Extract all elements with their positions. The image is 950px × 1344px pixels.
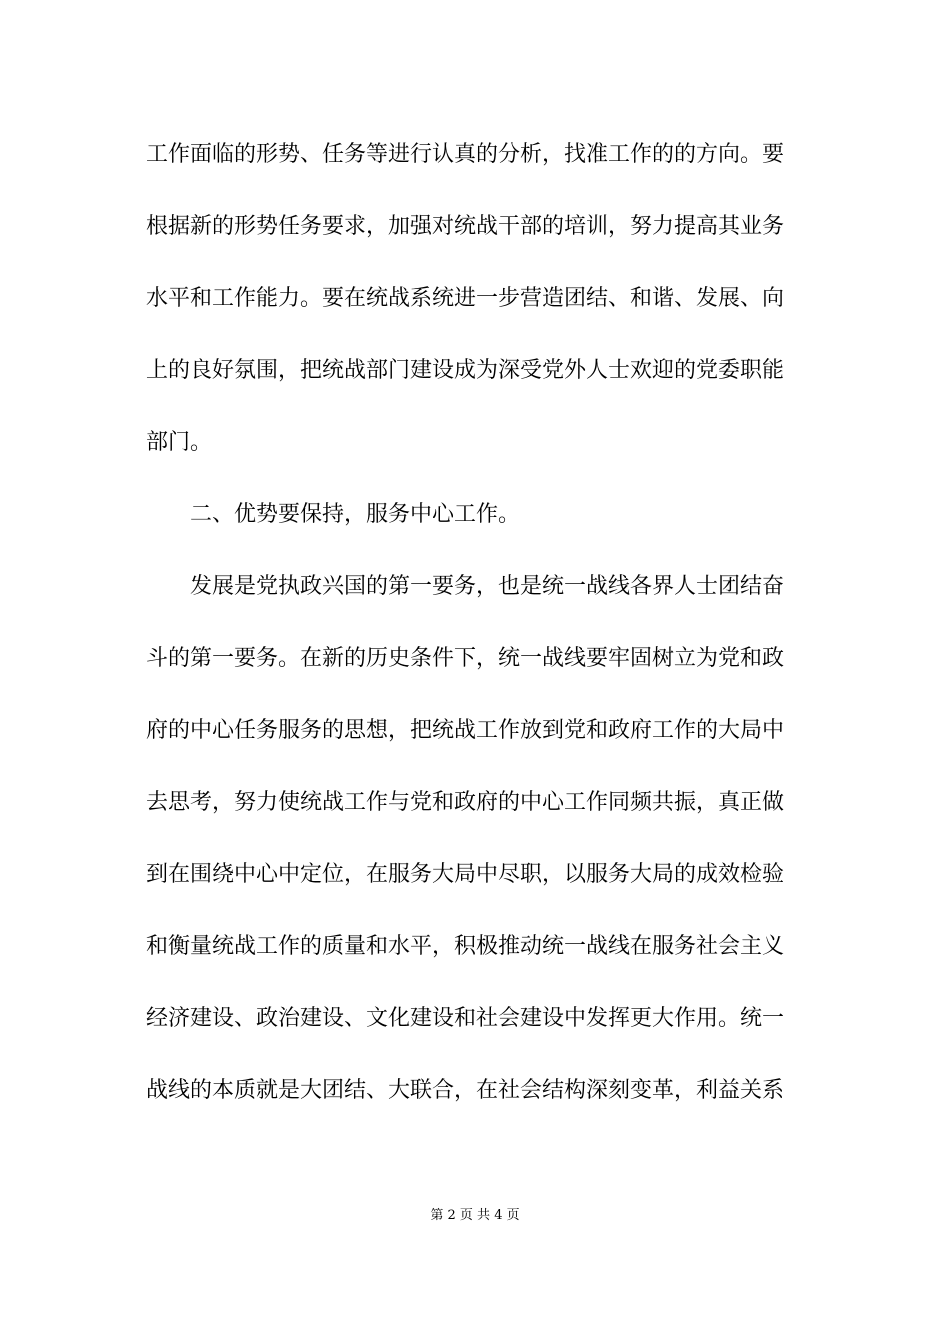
body-text-line: 水平和工作能力。要在统战系统进一步营造团结、和谐、发展、向 [146, 286, 785, 311]
body-text-line: 府的中心任务服务的思想，把统战工作放到党和政府工作的大局中 [146, 718, 785, 743]
body-text-line: 去思考，努力使统战工作与党和政府的中心工作同频共振，真正做 [146, 790, 785, 815]
body-text-line: 根据新的形势任务要求，加强对统战干部的培训，努力提高其业务 [146, 214, 785, 239]
body-text-line: 发展是党执政兴国的第一要务，也是统一战线各界人士团结奋 [190, 574, 785, 599]
body-text-line: 战线的本质就是大团结、大联合，在社会结构深刻变革，利益关系 [146, 1078, 785, 1103]
body-text-line: 工作面临的形势、任务等进行认真的分析，找准工作的的方向。要 [146, 142, 785, 167]
body-text-line: 上的良好氛围，把统战部门建设成为深受党外人士欢迎的党委职能 [146, 358, 785, 383]
body-text-line: 经济建设、政治建设、文化建设和社会建设中发挥更大作用。统一 [146, 1006, 785, 1031]
page-number-footer: 第 2 页 共 4 页 [430, 1208, 520, 1223]
body-text-line: 斗的第一要务。在新的历史条件下，统一战线要牢固树立为党和政 [146, 646, 785, 671]
section-heading: 二、优势要保持，服务中心工作。 [190, 502, 521, 527]
body-text-line: 和衡量统战工作的质量和水平，积极推动统一战线在服务社会主义 [146, 934, 785, 959]
body-text-line: 到在围绕中心中定位，在服务大局中尽职，以服务大局的成效检验 [146, 862, 785, 887]
body-text-line: 部门。 [146, 430, 213, 455]
